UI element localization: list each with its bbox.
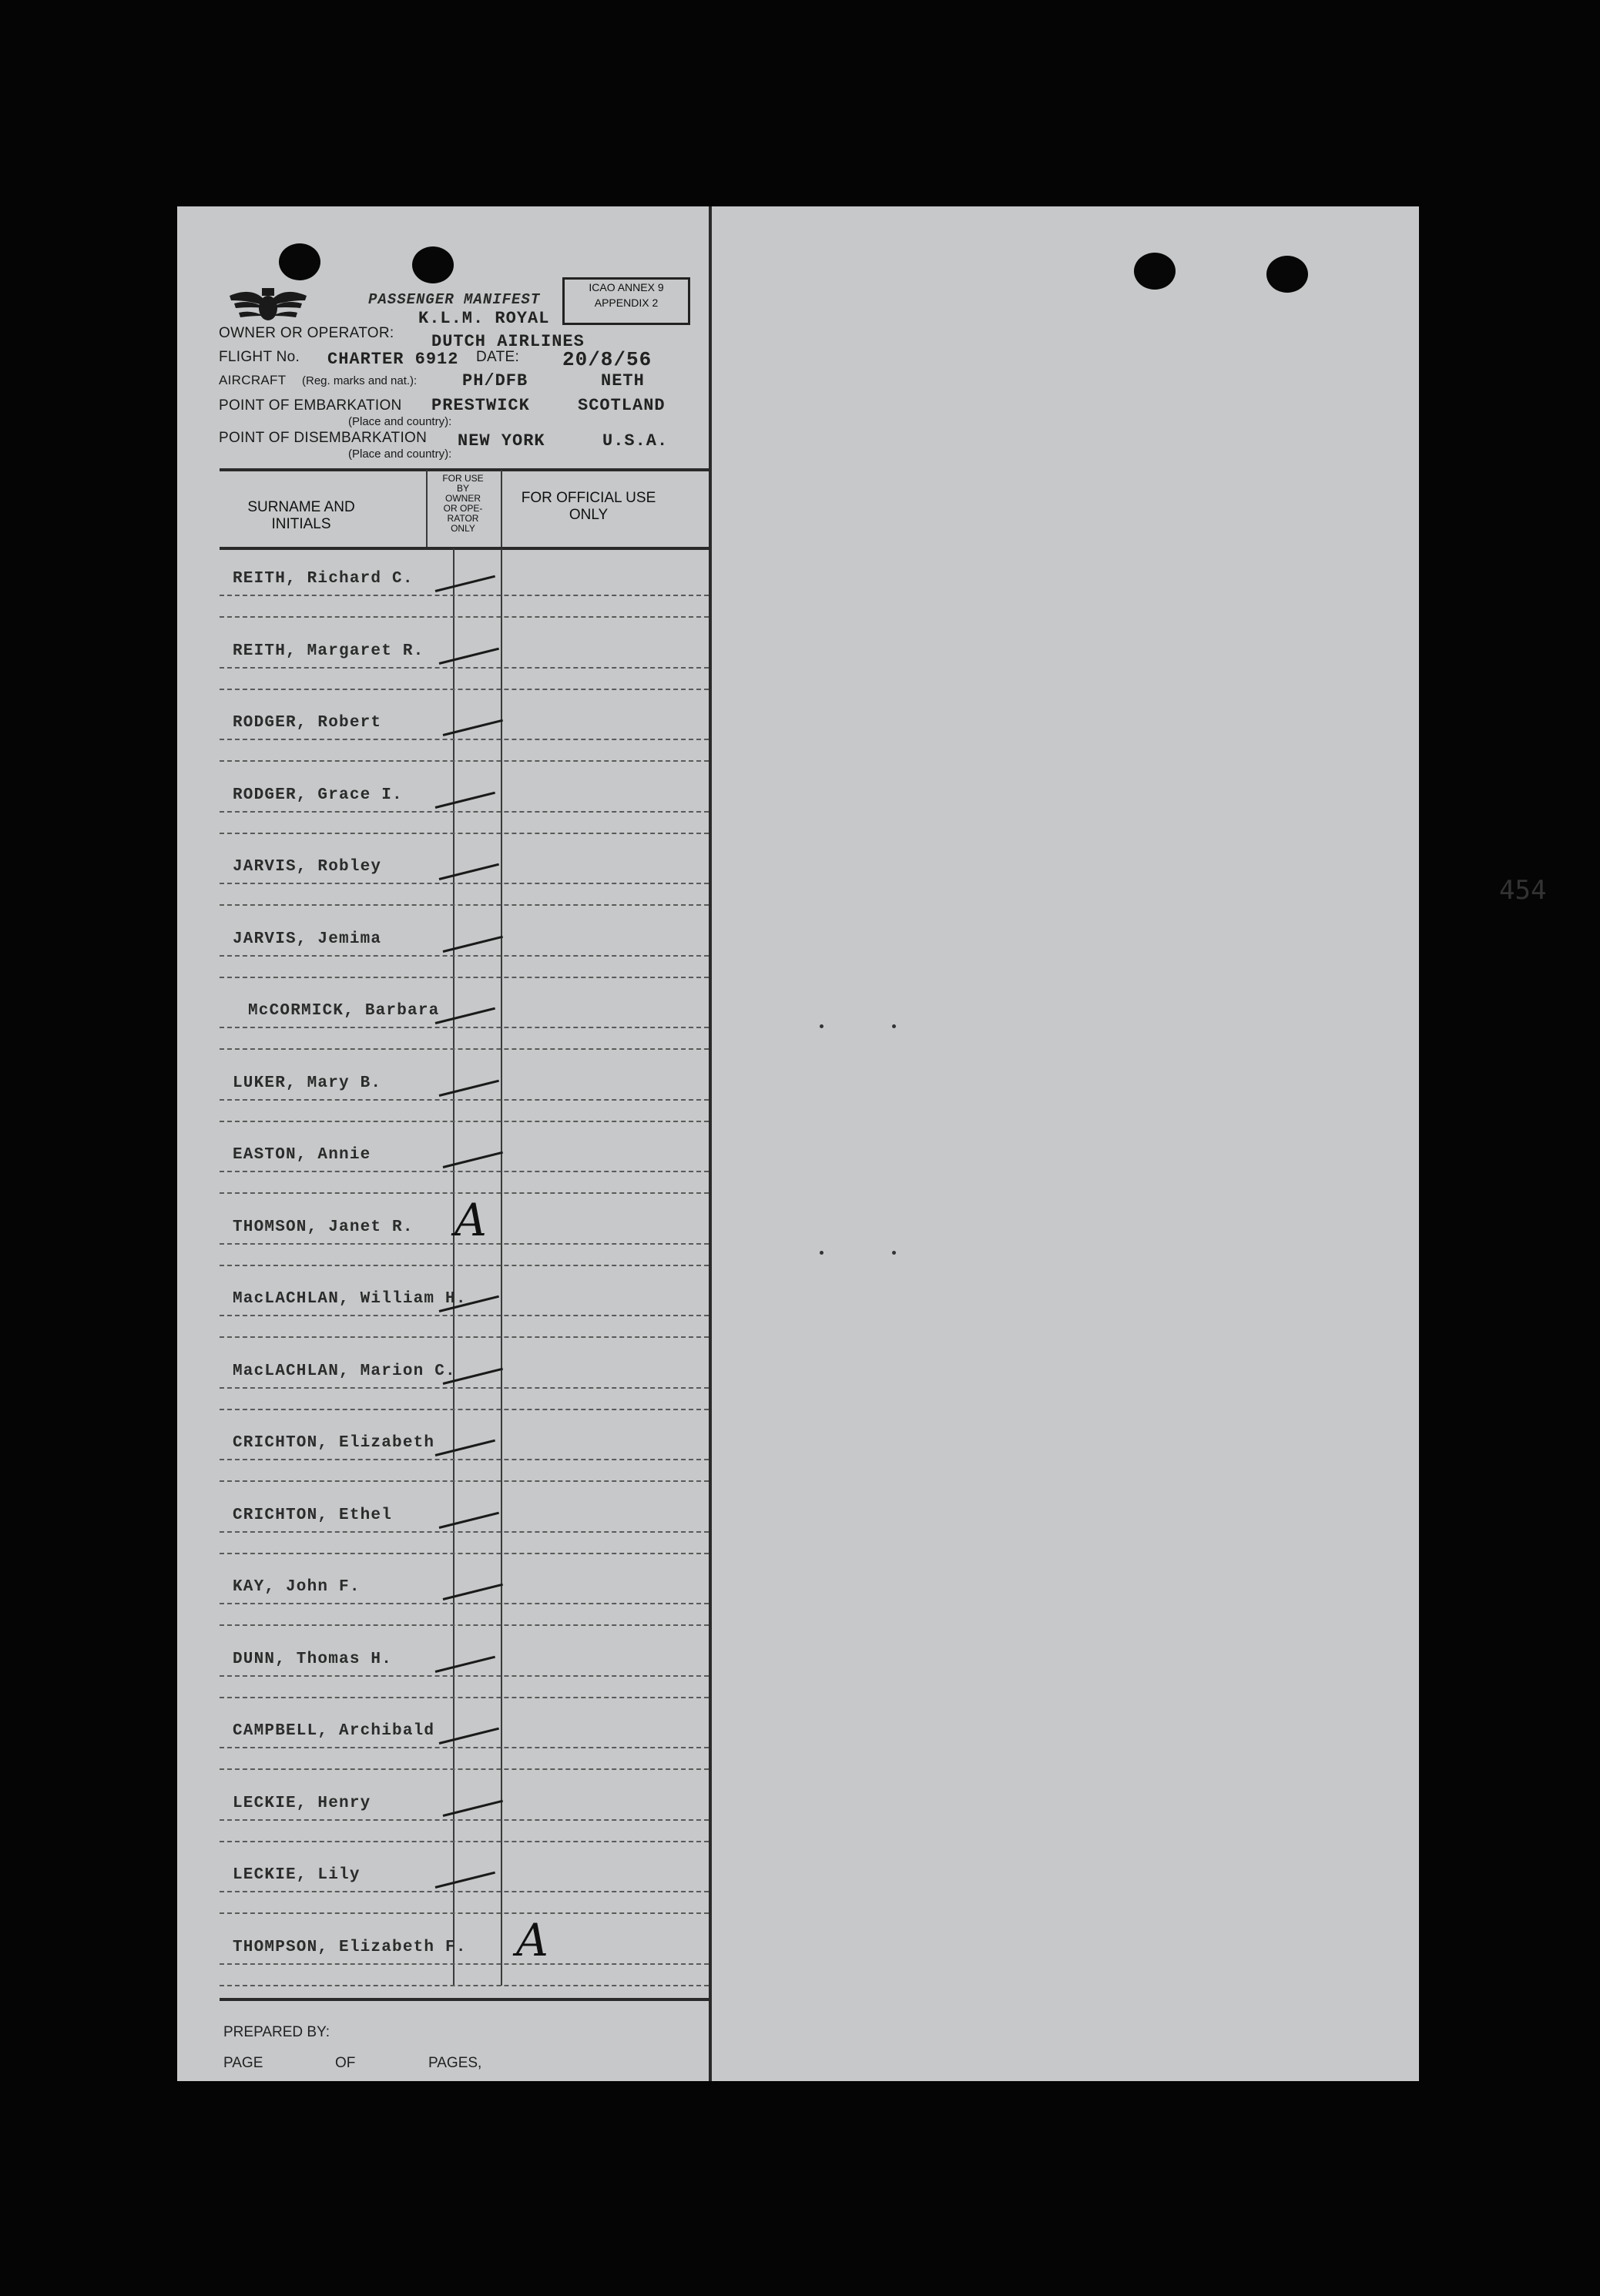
passenger-name: MacLACHLAN, William H.: [233, 1290, 467, 1308]
prepared-by-label: PREPARED BY:: [223, 2024, 330, 2040]
passenger-name: RODGER, Robert: [233, 714, 382, 732]
column-surname: SURNAME AND INITIALS: [247, 499, 355, 532]
check-tick-mark: [439, 1079, 499, 1096]
embark-country: SCOTLAND: [578, 396, 666, 415]
handwritten-a-mark: A: [516, 1913, 548, 1966]
passenger-name: LUKER, Mary B.: [233, 1074, 382, 1092]
check-tick-mark: [443, 1151, 503, 1168]
passenger-name: CRICHTON, Elizabeth: [233, 1434, 435, 1452]
check-tick-mark: [435, 1872, 495, 1889]
check-tick-mark: [443, 935, 503, 952]
page-label: PAGE: [223, 2055, 263, 2071]
passenger-name: CAMPBELL, Archibald: [233, 1722, 435, 1740]
punch-hole-icon: [1266, 256, 1308, 293]
passenger-name: KAY, John F.: [233, 1578, 361, 1596]
pages-label: PAGES,: [428, 2055, 482, 2071]
page-number: 454: [1499, 875, 1547, 906]
check-tick-mark: [435, 791, 495, 808]
passenger-name: RODGER, Grace I.: [233, 786, 403, 804]
rows-bottom-rule: [220, 1998, 709, 2001]
column-owner-use: FOR USE BY OWNER OR OPE- RATOR ONLY: [442, 473, 484, 534]
disembark-place: NEW YORK: [458, 431, 545, 451]
passenger-name: REITH, Richard C.: [233, 570, 414, 588]
check-tick-mark: [435, 575, 495, 592]
passenger-name: REITH, Margaret R.: [233, 642, 424, 660]
check-tick-mark: [439, 647, 499, 664]
passenger-name: MacLACHLAN, Marion C.: [233, 1362, 456, 1380]
passenger-name: THOMPSON, Elizabeth F.: [233, 1938, 467, 1956]
owner-value-2: DUTCH AIRLINES: [431, 332, 585, 351]
handwritten-a-mark: A: [455, 1193, 487, 1246]
icao-line-2: APPENDIX 2: [594, 297, 659, 309]
header-top-rule: [220, 468, 709, 471]
check-tick-mark: [443, 1799, 503, 1816]
aircraft-note: (Reg. marks and nat.):: [302, 374, 418, 387]
check-tick-mark: [443, 1584, 503, 1600]
disembark-label: POINT OF DISEMBARKATION: [219, 430, 428, 446]
flight-label: FLIGHT No.: [219, 349, 300, 365]
check-tick-mark: [439, 1511, 499, 1528]
aircraft-nat: NETH: [601, 371, 645, 390]
passenger-name: McCORMICK, Barbara: [248, 1002, 440, 1020]
disembark-country: U.S.A.: [602, 431, 669, 451]
check-tick-mark: [439, 863, 499, 880]
embark-note: (Place and country):: [348, 415, 452, 428]
punch-hole-icon: [1134, 253, 1176, 290]
disembark-note: (Place and country):: [348, 447, 452, 461]
check-tick-mark: [435, 1440, 495, 1456]
passenger-name: DUNN, Thomas H.: [233, 1650, 393, 1668]
passenger-name: LECKIE, Lily: [233, 1866, 361, 1884]
date-value: 20/8/56: [562, 348, 652, 371]
check-tick-mark: [439, 1728, 499, 1745]
manifest-form: [177, 206, 712, 2081]
header-bottom-rule: [220, 547, 709, 550]
passenger-name: JARVIS, Robley: [233, 858, 382, 876]
check-tick-mark: [435, 1007, 495, 1024]
passenger-name: JARVIS, Jemima: [233, 930, 382, 948]
passenger-name: THOMSON, Janet R.: [233, 1218, 414, 1236]
aircraft-value: PH/DFB: [462, 371, 528, 390]
check-tick-mark: [443, 719, 503, 736]
manifest-sheet: [177, 206, 1547, 2081]
form-title: PASSENGER MANIFEST: [368, 291, 541, 308]
check-tick-mark: [435, 1655, 495, 1672]
passenger-name: LECKIE, Henry: [233, 1794, 371, 1812]
date-label: DATE:: [476, 349, 520, 365]
icao-box: [562, 277, 690, 325]
owner-value-1: K.L.M. ROYAL: [418, 309, 550, 328]
aircraft-label: AIRCRAFT: [219, 373, 287, 387]
passenger-name: EASTON, Annie: [233, 1146, 371, 1164]
flight-value: CHARTER 6912: [327, 350, 459, 369]
passenger-name: CRICHTON, Ethel: [233, 1506, 393, 1524]
embark-place: PRESTWICK: [431, 396, 530, 415]
column-official: FOR OFFICIAL USE ONLY: [521, 490, 656, 523]
icao-line-1: ICAO ANNEX 9: [589, 281, 664, 293]
embark-label: POINT OF EMBARKATION: [219, 397, 402, 414]
of-label: OF: [335, 2055, 356, 2071]
owner-label: OWNER OR OPERATOR:: [219, 325, 394, 341]
klm-crown-wings-icon: [228, 280, 308, 327]
